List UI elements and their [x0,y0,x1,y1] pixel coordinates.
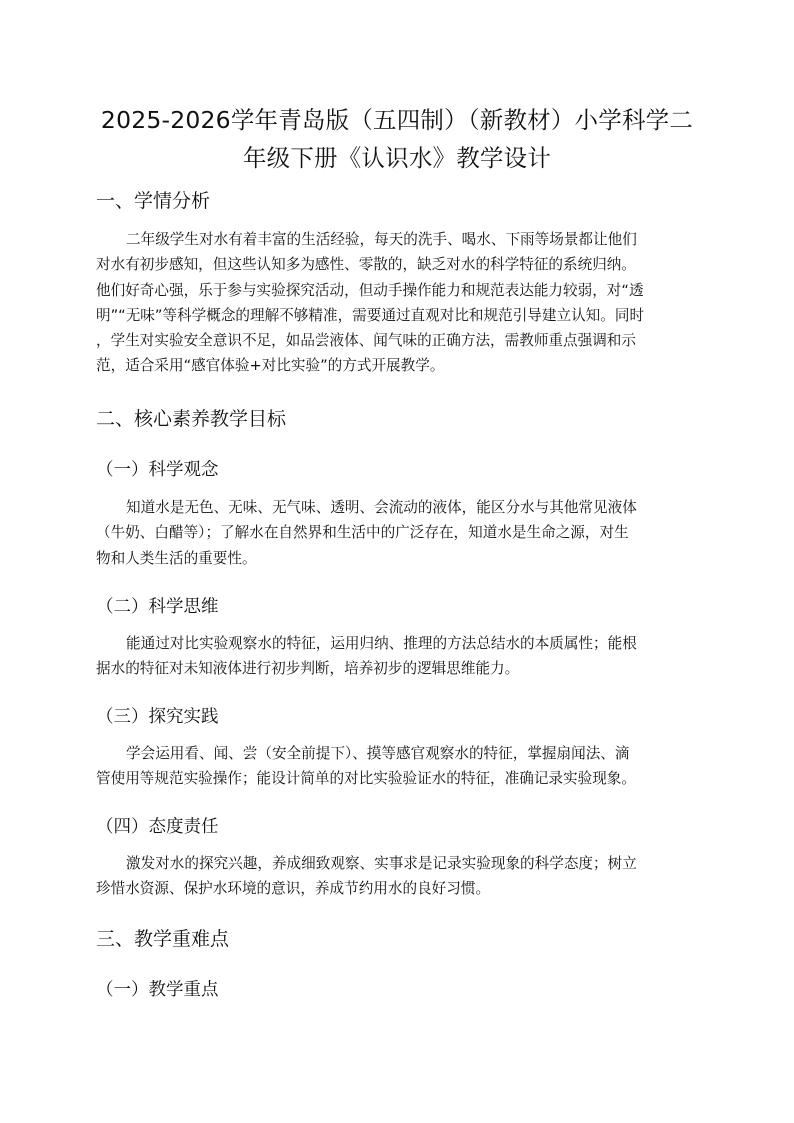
paragraph-line: 知道水是无色、无味、无气味、透明、会流动的液体，能区分水与其他常见液体 [126,499,637,516]
section-heading-learner-analysis: 一、学情分析 [96,190,211,212]
paragraph-line: 明”“无味”等科学概念的理解不够精准，需要通过直观对比和规范引导建立认知。同时 [96,306,645,324]
paragraph-line: 管使用等规范实验操作；能设计简单的对比实验验证水的特征，准确记录实验现象。 [96,770,636,788]
subsection-heading-science-concepts: （一）科学观念 [96,460,219,480]
paragraph-line: 他们好奇心强，乐于参与实验探究活动，但动手操作能力和规范表达能力较弱，对“透 [96,281,644,299]
inquiry-practice-paragraph [96,741,698,792]
paragraph-line: （牛奶、白醋等）；了解水在自然界和生活中的广泛存在，知道水是生命之源，对生 [96,524,629,542]
section-heading-objectives: 二、核心素养教学目标 [96,408,287,430]
science-concepts-paragraph [96,495,698,571]
subsection-heading-teaching-focus: （一）教学重点 [96,980,219,1000]
science-thinking-paragraph [96,631,698,682]
paragraph-line: 学会运用看、闻、尝（安全前提下）、摸等感官观察水的特征，掌握扇闻法、滴 [126,745,630,762]
paragraph-line: 激发对水的探究兴趣，养成细致观察、实事求是记录实验现象的科学态度；树立 [126,855,637,872]
paragraph-line: 二年级学生对水有着丰富的生活经验，每天的洗手、喝水、下雨等场景都让他们 [126,231,637,248]
subsection-heading-inquiry-practice: （三）探究实践 [96,707,219,727]
paragraph-line: 范，适合采用“感官体验+对比实验”的方式开展教学。 [96,357,445,375]
document-title [60,101,734,177]
subsection-heading-science-thinking: （二）科学思维 [96,597,219,617]
subsection-heading-attitude-responsibility: （四）态度责任 [96,817,219,837]
paragraph-line: 珍惜水资源、保护水环境的意识，养成节约用水的良好习惯。 [96,880,491,898]
paragraph-line: 对水有初步感知，但这些认知多为感性、零散的，缺乏对水的科学特征的系统归纳。 [96,256,636,274]
title-line-2: 年级下册《认识水》教学设计 [242,144,552,172]
learner-analysis-paragraph [96,227,698,379]
title-line-1: 2025-2026学年青岛版（五四制）（新教材）小学科学二 [100,106,694,134]
attitude-responsibility-paragraph [96,851,698,902]
section-heading-key-difficulties: 三、教学重难点 [96,928,230,950]
paragraph-line: 据水的特征对未知液体进行初步判断，培养初步的逻辑思维能力。 [96,660,520,678]
paragraph-line: 物和人类生活的重要性。 [96,549,257,567]
paragraph-line: ，学生对实验安全意识不足，如品尝液体、闻气味的正确方法，需教师重点强调和示 [96,332,636,350]
paragraph-line: 能通过对比实验观察水的特征，运用归纳、推理的方法总结水的本质属性；能根 [126,635,637,652]
